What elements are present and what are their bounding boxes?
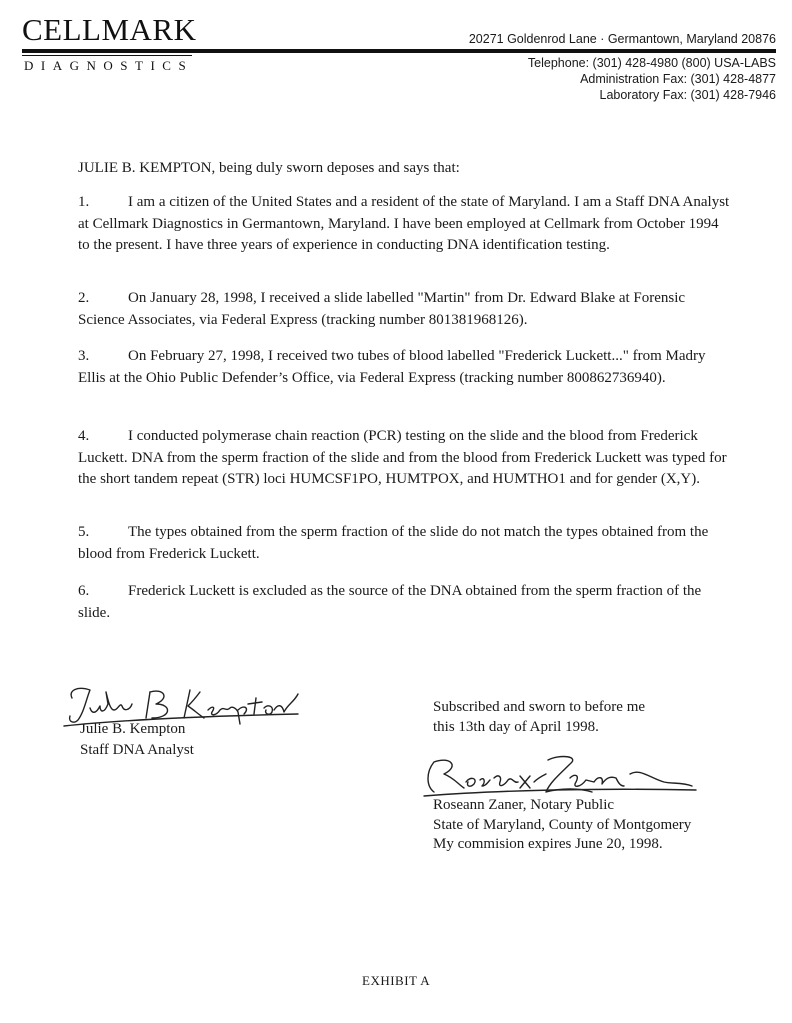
header-rule-thin xyxy=(22,55,192,56)
paragraph-text: I conducted polymerase chain reaction (PCR) testing on the slide and the blood from Frederick Luckett. DNA from the sperm fraction of the slide and from the blood from Frederick Luckett was typed for the short tandem repeat (STR) loci HUMCSF1PO, HUMTPOX, and HUMTHO1 and for gender (X,Y). xyxy=(78,428,727,487)
paragraph-number: 2. xyxy=(78,290,90,306)
company-telephone: Telephone: (301) 428-4980 (800) USA-LABS xyxy=(527,56,776,70)
affiant-title: Staff DNA Analyst xyxy=(80,742,194,758)
notary-signature xyxy=(420,752,700,800)
paragraph-number: 3. xyxy=(78,348,90,364)
company-logo-subtitle: DIAGNOSTICS xyxy=(24,58,194,73)
paragraph-text: Frederick Luckett is excluded as the source of the DNA obtained from the sperm fraction of the slide. xyxy=(78,583,702,621)
notary-statement-line-2: this 13th day of April 1998. xyxy=(433,719,599,735)
affidavit-paragraph-5 xyxy=(78,522,734,565)
paragraph-text: On February 27, 1998, I received two tubes of blood labelled "Frederick Luckett..." from Madry Ellis at the Ohio Public Defender’s Office, via Federal Express (tracking number 800862736940). xyxy=(78,348,706,386)
affidavit-paragraph-1 xyxy=(78,192,734,257)
notary-name: Roseann Zaner, Notary Public xyxy=(433,797,615,813)
company-logo-name: CELLMARK xyxy=(22,12,197,47)
paragraph-text: The types obtained from the sperm fraction of the slide do not match the types obtained from the blood from Frederick Luckett. xyxy=(78,524,709,562)
laboratory-fax: Laboratory Fax: (301) 428-7946 xyxy=(599,88,776,102)
affidavit-intro: JULIE B. KEMPTON, being duly sworn deposes and says that: xyxy=(78,160,460,176)
notary-statement-line-1: Subscribed and sworn to before me xyxy=(433,699,646,715)
paragraph-number: 5. xyxy=(78,524,90,540)
affidavit-paragraph-2 xyxy=(78,288,734,331)
notary-jurisdiction: State of Maryland, County of Montgomery xyxy=(433,817,692,833)
exhibit-label: EXHIBIT A xyxy=(362,973,431,988)
notary-commission-expiry: My commision expires June 20, 1998. xyxy=(433,836,663,852)
paragraph-text: I am a citizen of the United States and a resident of the state of Maryland. I am a Staff DNA Analyst at Cellmark Diagnostics in Germantown, Maryland. I have been employed at Cellmark from October 1994 to the present. I have three years of experience in conducting DNA identification testing. xyxy=(78,194,730,253)
paragraph-text: On January 28, 1998, I received a slide labelled "Martin" from Dr. Edward Blake at Forensic Science Associates, via Federal Express (tracking number 801381968126). xyxy=(78,290,686,328)
affidavit-paragraph-3 xyxy=(78,346,734,389)
paragraph-number: 1. xyxy=(78,194,90,210)
header-rule xyxy=(22,49,776,53)
administration-fax: Administration Fax: (301) 428-4877 xyxy=(580,72,776,86)
affidavit-paragraph-6 xyxy=(78,581,734,624)
affidavit-paragraph-4 xyxy=(78,426,734,491)
company-address: 20271 Goldenrod Lane · Germantown, Maryland 20876 xyxy=(468,32,776,46)
affiant-name: Julie B. Kempton xyxy=(80,721,186,737)
paragraph-number: 4. xyxy=(78,428,90,444)
paragraph-number: 6. xyxy=(78,583,90,599)
